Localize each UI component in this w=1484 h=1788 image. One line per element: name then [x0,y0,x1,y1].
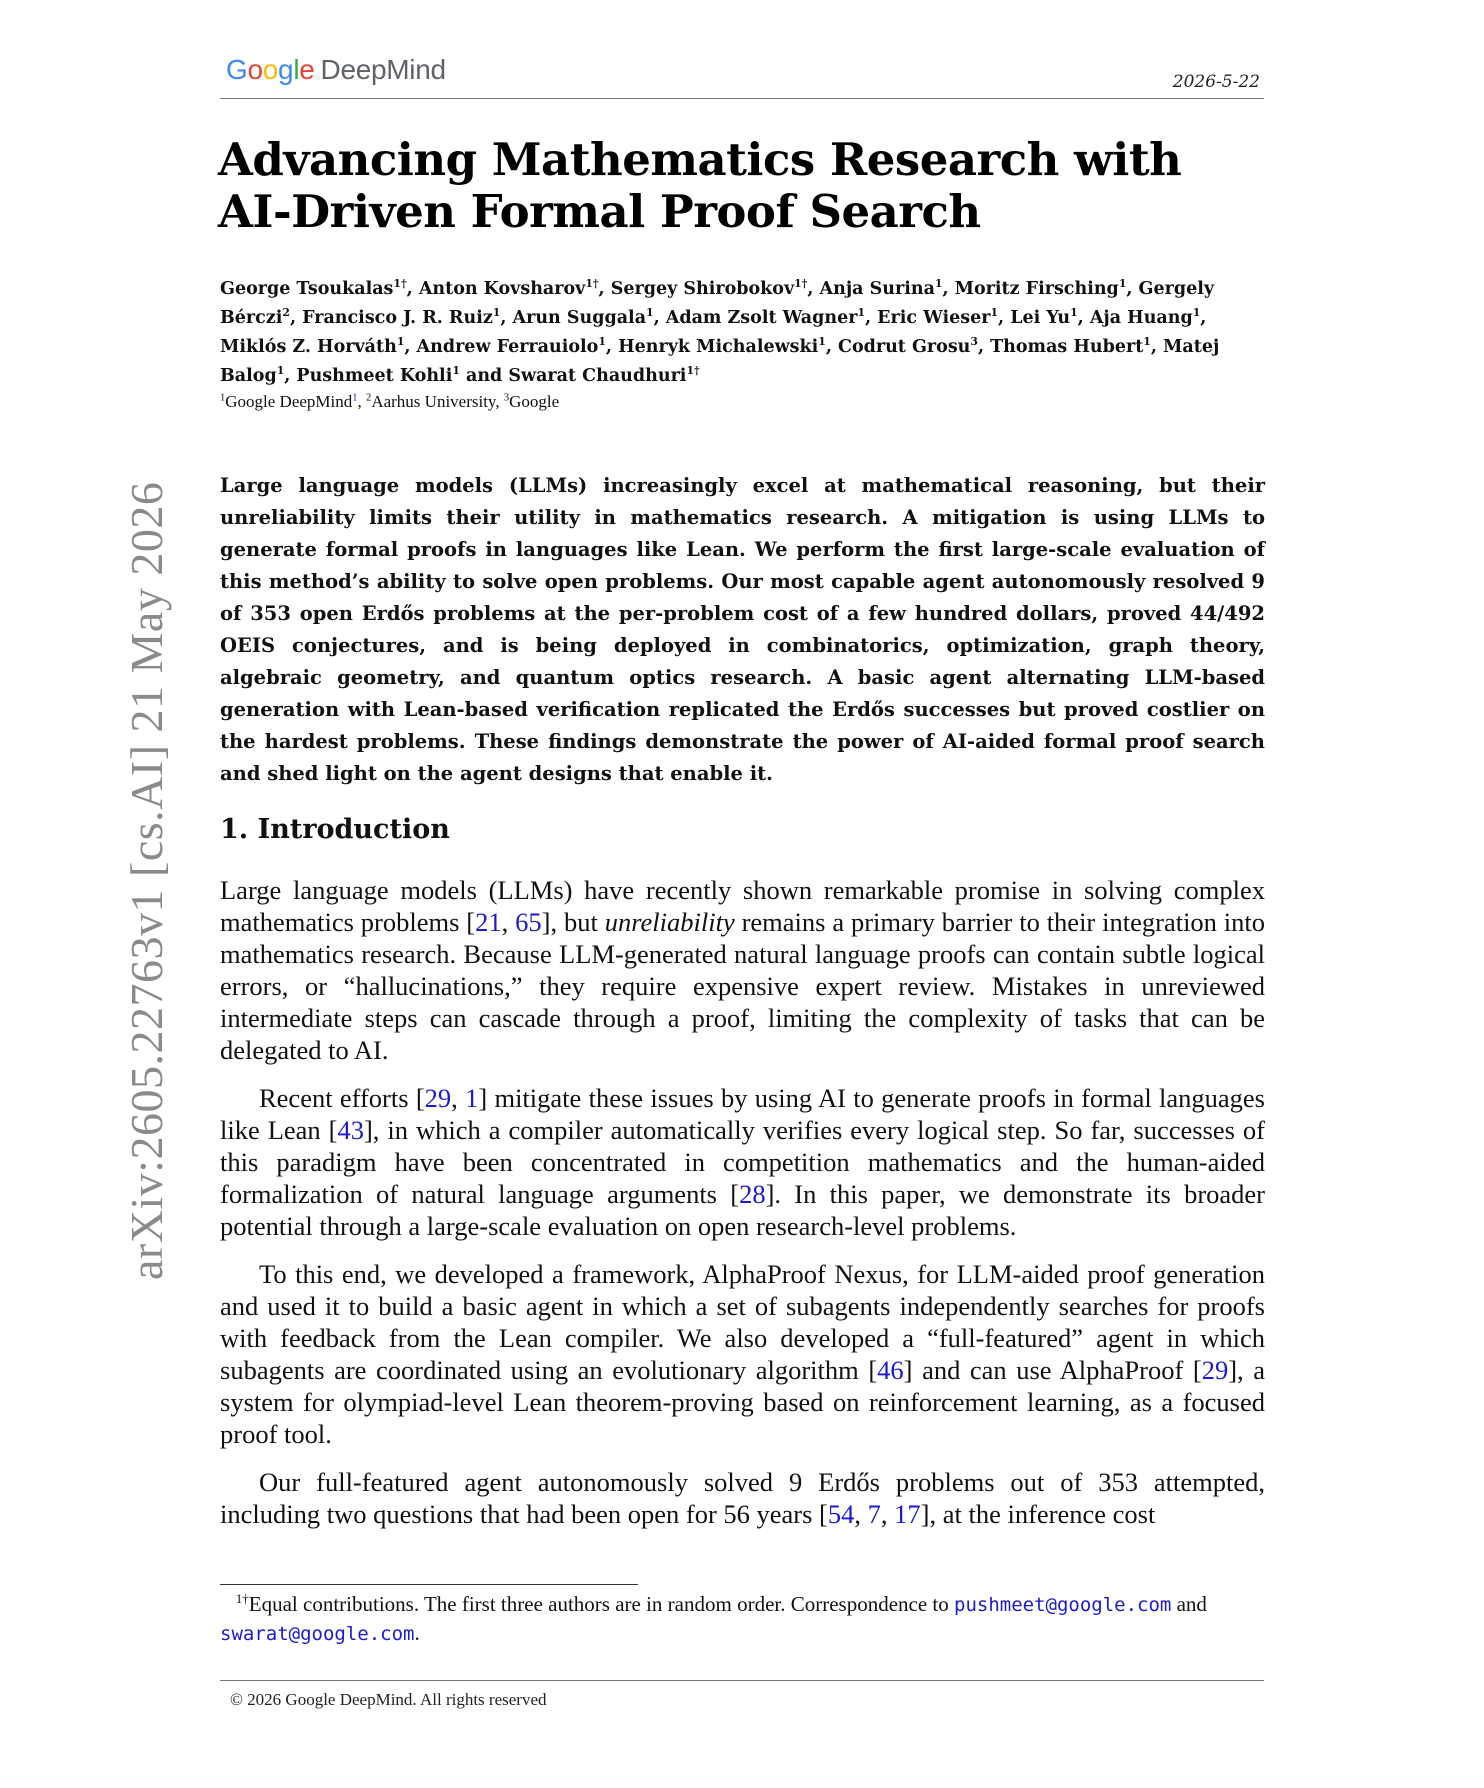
google-deepmind-logo: Google DeepMind [226,54,446,85]
author-name: Anton Kovsharov [418,279,586,299]
author-affiliation-mark: 1 [1118,277,1127,291]
author-name: Gergely Bérczi [220,279,1215,328]
author-affiliation-mark: 3 [970,335,978,349]
author-affiliation-mark: 1 [646,306,654,320]
author-name: Matej Balog [220,337,1220,386]
title-line-2: AI-Driven Formal Proof Search [218,185,981,238]
citation-link[interactable]: 7 [867,1499,881,1529]
logo-deepmind-text: DeepMind [320,54,446,85]
author-name: Lei Yu [1010,308,1071,328]
author-name: Aja Huang [1089,308,1193,328]
author-name: George Tsoukalas [220,279,394,299]
author-affiliation-mark: 1 [492,306,501,320]
citation-link[interactable]: 17 [894,1499,921,1529]
author-name: Andrew Ferrauiolo [416,337,599,357]
author-affiliation-mark: 2 [282,306,290,320]
author-name: Swarat Chaudhuri [508,366,687,386]
author-affiliation-mark: 1 [1143,335,1151,349]
affiliation-3: Google [509,392,560,411]
author-affiliation-mark: 1† [393,277,407,291]
author-affiliation-mark: 1† [686,364,700,378]
citation-link[interactable]: 65 [515,907,542,937]
citation-link[interactable]: 29 [1201,1355,1229,1385]
author-name: Arun Suggala [512,308,647,328]
abstract: Large language models (LLMs) increasingly excel at mathematical reasoning, but their unreliability limits their utility in mathematics research. A mitigation is using LLMs to generate formal proofs in languages like Lean. We perform the first large-scale evaluation of this method’s ability to solve open problems. Our most capable agent autonomously resolved 9 of 353 open Erdős problems at the per-problem cost of a few hundred dollars, proved 44/492 OEIS conjectures, and is being deployed in combinatorics, optimization, graph theory, algebraic geometry, and quantum optics research. A basic agent alternating LLM-based generation with Lean-based verification replicated the Erdős successes but proved costlier on the hardest problems. These findings demonstrate the power of AI-aided formal proof search and shed light on the agent designs that enable it. [220,474,1265,785]
section-heading-introduction: 1. Introduction [220,814,450,845]
author-name: Eric Wieser [877,308,991,328]
author-affiliation-mark: 1 [396,335,405,349]
copyright: © 2026 Google DeepMind. All rights reserved [230,1690,547,1709]
footnote-link[interactable]: 1 [352,392,358,404]
affiliation-1: Google DeepMind [225,392,353,411]
author-name: Thomas Hubert [990,337,1144,357]
author-name: Moritz Firsching [954,279,1119,299]
paper-title [218,134,1268,238]
author-list: George Tsoukalas$^{1\dagger}$, Anton Kovsharov$^{1\dagger}$, Sergey Shirobokov$^{1\dagger}$, Anja Surina$^1$, Moritz Firsching$^1$, Gergely Bérczi$^2$, Francisco J. R. Ruiz$^1$, Arun Suggala$^1$, Adam Zsolt Wagner$^1$, Eric Wieser$^1$, Lei Yu$^1$, Aja Huang$^1$, Miklós Z. Horváth$^1$, Andrew Ferrauiolo$^1$, Henryk Michalewski$^1$, Codrut Grosu$^3$, Thomas Hubert$^1$, Matej Balog$^1$, Pushmeet Kohli$^1$ and Swarat Chaudhuri$^{1\dagger}$ [220,277,1220,386]
author-affiliation-mark: 1 [598,335,606,349]
author-name: Pushmeet Kohli [296,366,453,386]
author-affiliation-mark: 1 [857,306,865,320]
paragraph-2: Recent efforts [29, 1] mitigate these issues by using AI to generate proofs in formal languages like Lean [43], in which a compiler automatically verifies every logical step. So far, successes of this paradigm have been concentrated in competition mathematics and the human-aided formalization of natural language arguments [28]. In this paper, we demonstrate its broader potential through a large-scale evaluation on open research-level problems. [220,1083,1265,1241]
arxiv-stamp: arXiv:2605.22763v1 [cs.AI] 21 May 2026 [121,481,172,1280]
email-link[interactable]: swarat@google.com [220,1623,415,1645]
author-affiliation-mark: 1 [276,364,285,378]
affiliations: $^1$Google DeepMind$^1$, $^2$Aarhus University, $^3$Google [220,392,560,411]
footnote-divider [220,1584,638,1585]
paragraph-3: To this end, we developed a framework, AlphaProof Nexus, for LLM-aided proof generation and used it to build a basic agent in which a set of subagents independently searches for proofs with feedback from the Lean compiler. We also developed a “full-featured” agent in which subagents are coordinated using an evolutionary algorithm [46] and can use AlphaProof [29], a system for olympiad-level Lean theorem-proving based on reinforcement learning, as a focused proof tool. [220,1259,1265,1449]
author-name: Anja Surina [819,279,935,299]
body-text [220,874,1265,1546]
citation-link[interactable]: 28 [739,1179,766,1209]
author-affiliation-mark: 1 [934,277,943,291]
author-affiliation-mark: 1† [585,277,599,291]
citation-link[interactable]: 1 [465,1083,479,1113]
author-affiliation-mark: 1† [794,277,808,291]
paper-date: 2026-5-22 [1172,72,1260,92]
author-name: Sergey Shirobokov [610,279,795,299]
author-name: Adam Zsolt Wagner [665,308,858,328]
author-affiliation-mark: 1 [1070,306,1078,320]
author-name: Miklós Z. Horváth [220,337,397,357]
footnote: $^{1\dagger}$Equal contributions. The first three authors are in random order. Correspondence to pushmeet@google.com and swarat@google.com. [220,1591,1207,1645]
citation-link[interactable]: 43 [337,1115,364,1145]
author-affiliation-mark: 1 [1192,306,1201,320]
email-link[interactable]: pushmeet@google.com [954,1594,1172,1616]
title-line-1: Advancing Mathematics Research with [218,133,1182,186]
author-affiliation-mark: 1 [452,364,460,378]
footer-divider [220,1680,1264,1681]
author-name: Codrut Grosu [838,337,971,357]
author-name: Henryk Michalewski [618,337,819,357]
author-affiliation-mark: 1 [818,335,826,349]
header-divider [220,98,1264,99]
affiliation-2: Aarhus University [371,392,496,411]
citation-link[interactable]: 46 [877,1355,904,1385]
citation-link[interactable]: 21 [475,907,502,937]
citation-link[interactable]: 54 [827,1499,855,1529]
citation-link[interactable]: 29 [424,1083,452,1113]
author-affiliation-mark: 1 [990,306,999,320]
paragraph-4: Our full-featured agent autonomously solved 9 Erdős problems out of 353 attempted, including two questions that had been open for 56 years [54, 7, 17], at the inference cost [220,1467,1265,1529]
paragraph-1: Large language models (LLMs) have recently shown remarkable promise in solving complex mathematics problems [21, 65], but unreliability remains a primary barrier to their integration into mathematics research. Because LLM-generated natural language proofs can contain subtle logical errors, or “hallucinations,” they require expensive expert review. Mistakes in unreviewed intermediate steps can cascade through a proof, limiting the complexity of tasks that can be delegated to AI. [220,875,1266,1065]
author-name: Francisco J. R. Ruiz [302,308,493,328]
